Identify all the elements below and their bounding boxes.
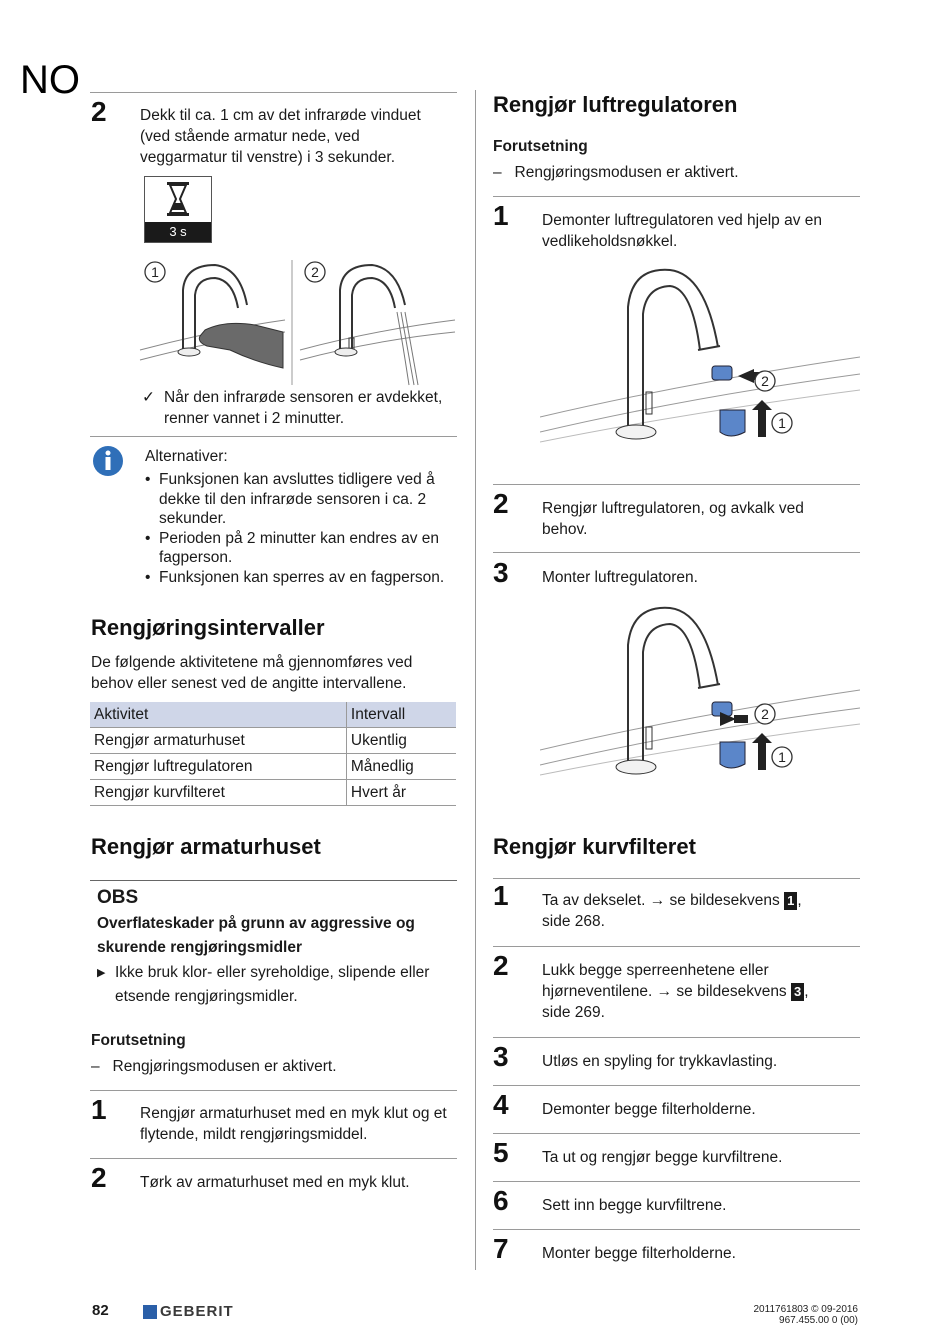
notice-item: ▶ Ikke bruk klor- eller syreholdige, slipende eller etsende rengjøringsmidler. xyxy=(97,961,457,1009)
divider xyxy=(493,552,860,553)
triangle-bullet-icon: ▶ xyxy=(97,967,106,979)
hourglass-icon xyxy=(145,177,211,221)
callout-2: 2 xyxy=(761,373,769,389)
step-number: 2 xyxy=(493,488,509,519)
table-row xyxy=(90,754,456,780)
step-text: Demonter begge filterholderne. xyxy=(542,1101,756,1118)
divider xyxy=(493,946,860,947)
step-text: Utløs en spyling for trykkavlasting. xyxy=(542,1053,778,1070)
step-number: 1 xyxy=(493,880,509,911)
document-reference: 2011761803 © 09-2016 967.455.00 0 (00) xyxy=(753,1304,858,1326)
step-number: 7 xyxy=(493,1233,509,1264)
table-cell: Ukentlig xyxy=(346,728,456,754)
divider xyxy=(90,880,457,881)
column-divider xyxy=(475,90,476,1270)
divider xyxy=(90,1090,457,1091)
step-text: Rengjør armaturhuset med en myk klut og et flytende, mildt rengjøringsmiddel. xyxy=(140,1105,447,1143)
step-number: 3 xyxy=(493,1041,509,1072)
notice-subtitle: Overflateskader på grunn av aggressive og skurende rengjøringsmidler xyxy=(97,915,415,956)
list-item: • Perioden på 2 minutter kan endres av en fagperson. xyxy=(145,529,465,568)
divider xyxy=(90,92,457,93)
divider xyxy=(493,878,860,879)
sequence-badge[interactable]: 1 xyxy=(784,892,797,910)
list-item: • Funksjonen kan sperres av en fagperson. xyxy=(145,568,465,588)
step-text: Demonter luftregulatoren ved hjelp av en vedlikeholdsnøkkel. xyxy=(542,212,823,250)
column-header: Aktivitet xyxy=(90,702,346,728)
section-heading-intervals: Rengjøringsintervaller xyxy=(91,615,325,640)
table-header-row xyxy=(90,702,456,728)
divider xyxy=(493,1085,860,1086)
step-text: Ta av dekselet. → se bildesekvens 1 , side 268. xyxy=(542,892,802,930)
callout-1: 1 xyxy=(151,264,159,280)
step-number: 1 xyxy=(493,200,509,231)
callout-2: 2 xyxy=(761,706,769,722)
step-text: Lukk begge sperreenhetene eller hjørneventilene. → se bildesekvens 3 , side 269. xyxy=(542,962,809,1021)
sensor-figure xyxy=(135,250,465,390)
aerator-mount-figure xyxy=(540,600,860,810)
aerator-removal-figure xyxy=(540,262,860,477)
sequence-badge[interactable]: 3 xyxy=(791,983,804,1001)
step-number: 6 xyxy=(493,1185,509,1216)
divider xyxy=(493,1133,860,1134)
table-row xyxy=(90,728,456,754)
brand-logo-icon xyxy=(143,1305,157,1319)
callout-1: 1 xyxy=(778,749,786,765)
step-text: Monter luftregulatoren. xyxy=(542,569,698,586)
step-number: 2 xyxy=(91,96,107,127)
page-number: 82 xyxy=(92,1302,109,1319)
divider xyxy=(493,1181,860,1182)
intervals-table xyxy=(90,702,456,806)
prereq-label: Forutsetning xyxy=(91,1032,186,1049)
info-title: Alternativer: xyxy=(145,448,228,465)
callout-2: 2 xyxy=(311,264,319,280)
step-number: 2 xyxy=(91,1162,107,1193)
result-note: ✓ Når den infrarøde sensoren er avdekket, renner vannet i 2 minutter. xyxy=(142,389,443,427)
column-header: Intervall xyxy=(346,702,456,728)
divider xyxy=(90,436,457,437)
step-text: Tørk av armaturhuset med en myk klut. xyxy=(140,1174,410,1191)
section-heading-housing: Rengjør armaturhuset xyxy=(91,834,321,859)
info-list xyxy=(145,470,465,587)
prereq-label: Forutsetning xyxy=(493,138,588,155)
step-text: Ta ut og rengjør begge kurvfiltrene. xyxy=(542,1149,783,1166)
divider xyxy=(90,1158,457,1159)
table-cell: Rengjør luftregulatoren xyxy=(90,754,346,780)
info-icon xyxy=(92,445,124,477)
divider xyxy=(493,1037,860,1038)
step-number: 3 xyxy=(493,557,509,588)
step-text: Sett inn begge kurvfiltrene. xyxy=(542,1197,727,1214)
hourglass-box xyxy=(144,176,212,243)
notice-title: OBS xyxy=(97,887,139,908)
language-tag: NO xyxy=(20,58,80,102)
table-cell: Månedlig xyxy=(346,754,456,780)
divider xyxy=(493,484,860,485)
table-cell: Hvert år xyxy=(346,780,456,806)
section-heading-aerator: Rengjør luftregulatoren xyxy=(493,92,738,117)
step-number: 2 xyxy=(493,950,509,981)
table-cell: Rengjør kurvfilteret xyxy=(90,780,346,806)
divider xyxy=(493,1229,860,1230)
step-number: 4 xyxy=(493,1089,509,1120)
callout-1: 1 xyxy=(778,415,786,431)
list-item: • Funksjonen kan avsluttes tidligere ved å dekke til den infrarøde sensoren i ca. 2 sekunder. xyxy=(145,470,465,529)
divider xyxy=(493,196,860,197)
section-heading-filter: Rengjør kurvfilteret xyxy=(493,834,696,859)
duration-label: 3 s xyxy=(145,222,211,242)
intervals-intro: De følgende aktivitetene må gjennomføres ved behov eller senest ved de angitte intervallene. xyxy=(91,654,413,692)
table-row xyxy=(90,780,456,806)
check-icon: ✓ xyxy=(142,389,155,406)
step-text: Dekk til ca. 1 cm av det infrarøde vinduet (ved stående armatur nede, ved veggarmatur til venstre) i 3 sekunder. xyxy=(140,107,421,166)
brand-logo: GEBERIT xyxy=(160,1303,234,1320)
step-number: 1 xyxy=(91,1094,107,1125)
step-text: Rengjør luftregulatoren, og avkalk ved behov. xyxy=(542,500,804,538)
step-text: Monter begge filterholderne. xyxy=(542,1245,736,1262)
prereq-text: – Rengjøringsmodusen er aktivert. xyxy=(91,1058,337,1075)
step-number: 5 xyxy=(493,1137,509,1168)
table-cell: Rengjør armaturhuset xyxy=(90,728,346,754)
prereq-text: – Rengjøringsmodusen er aktivert. xyxy=(493,164,739,181)
